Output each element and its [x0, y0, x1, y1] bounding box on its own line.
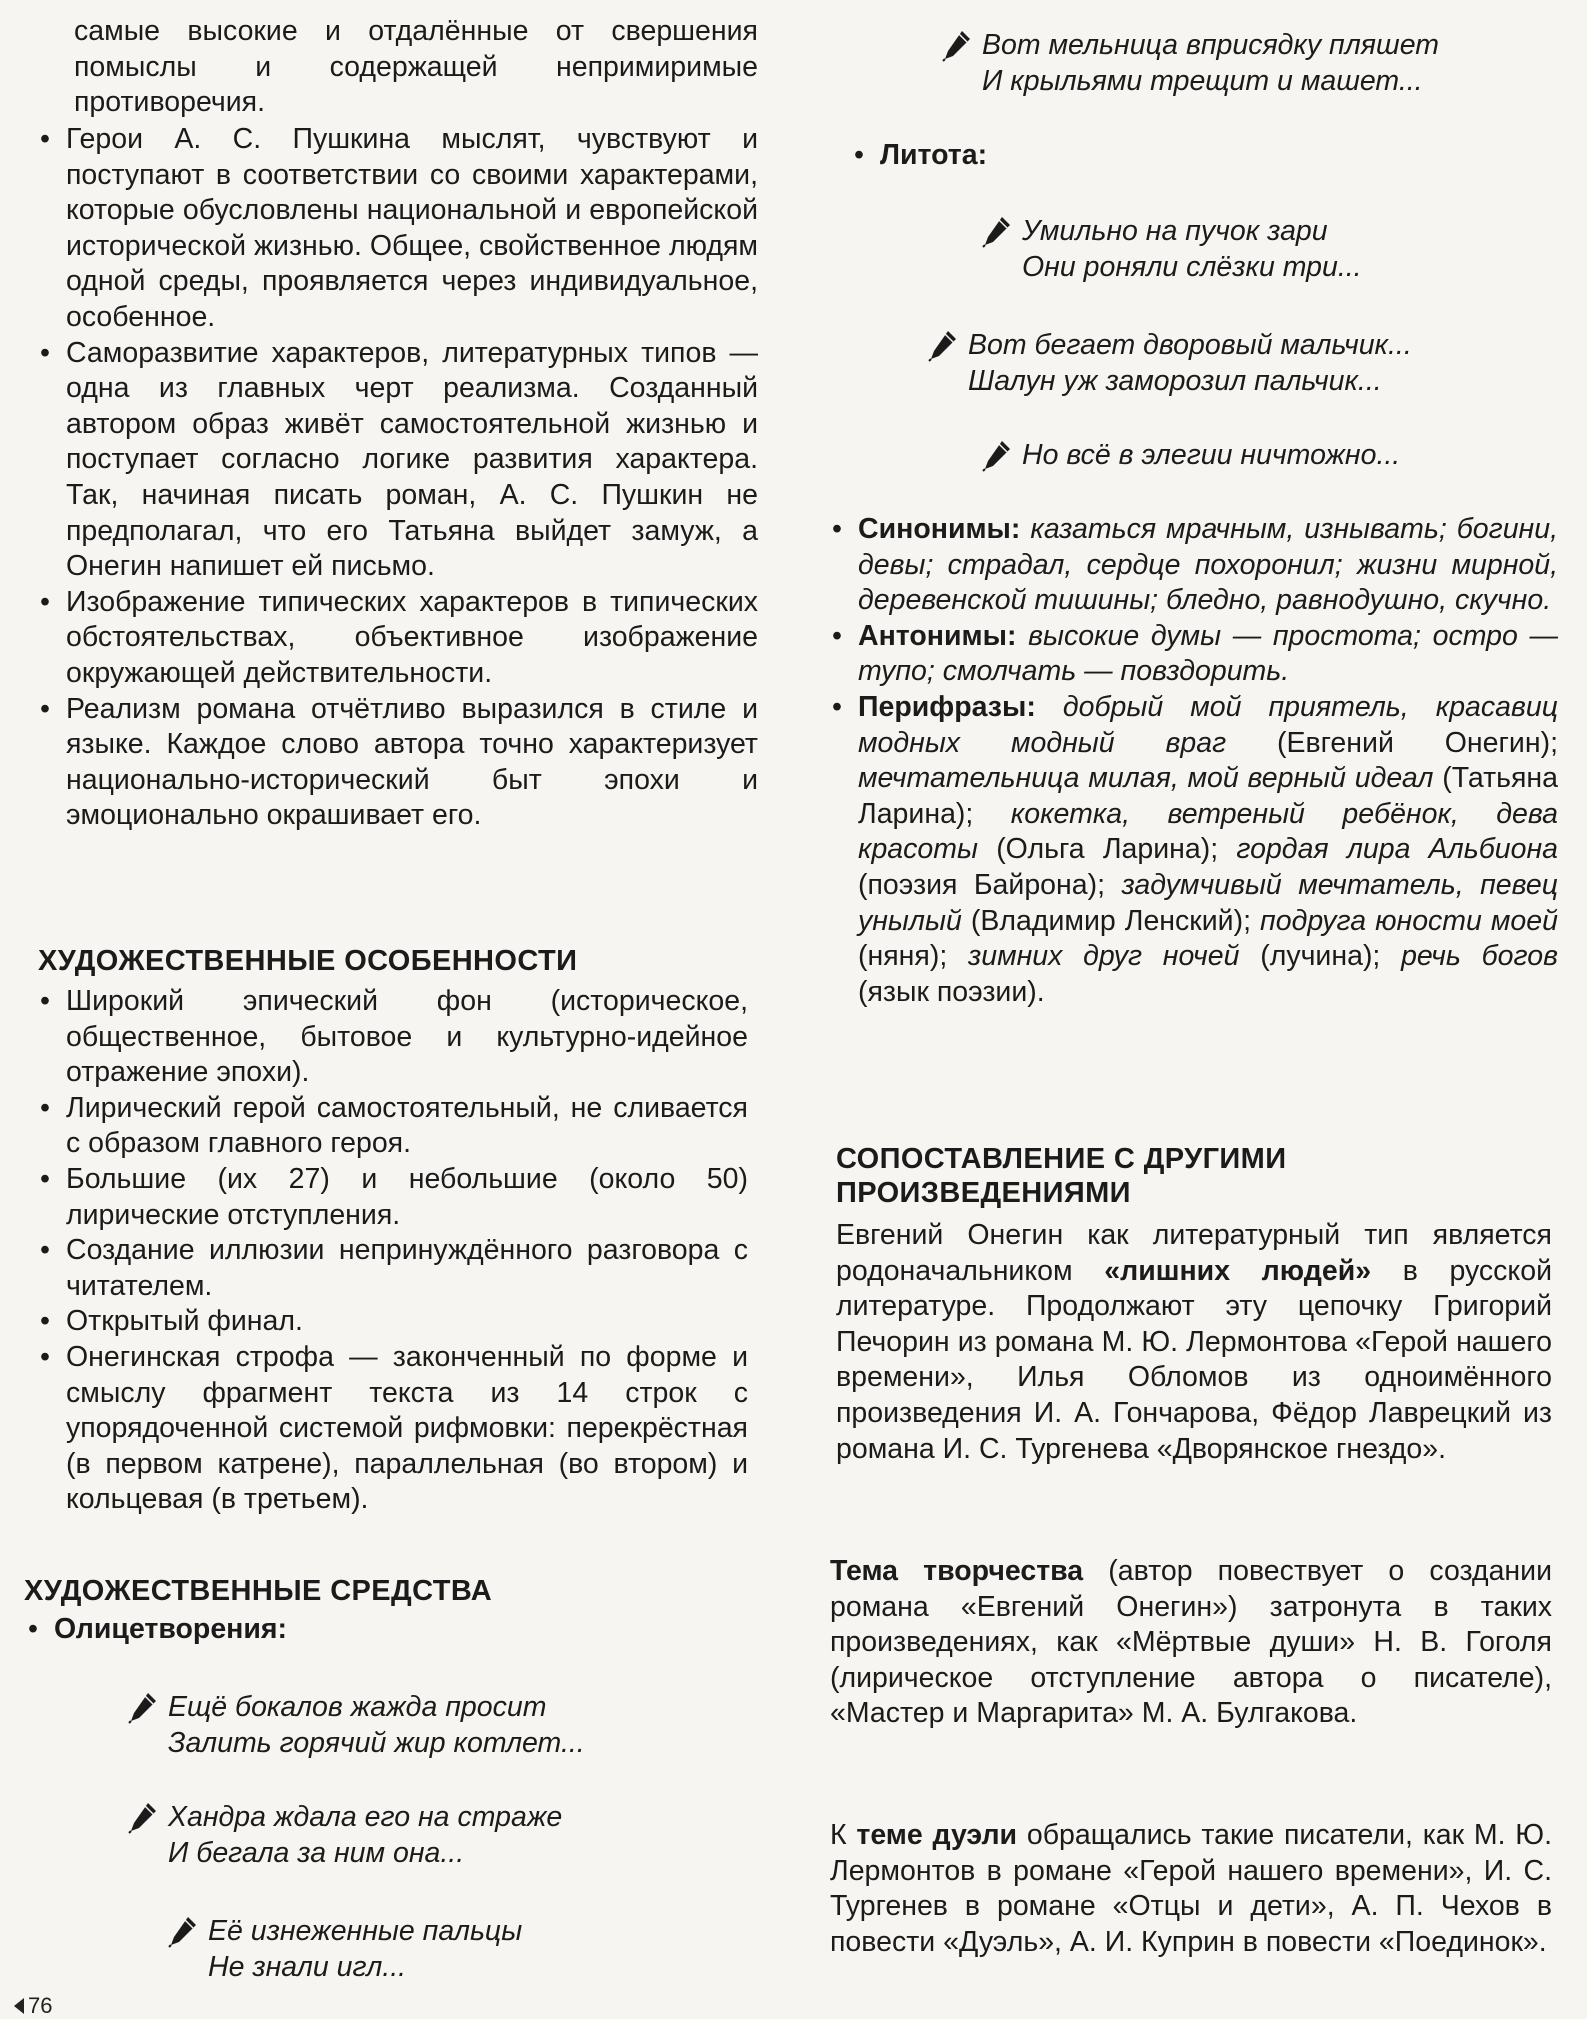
quote-block: Ещё бокалов жажда просит Залить горячий жир котлет...: [168, 1690, 708, 1761]
quote-block: Вот мельница вприсядку пляшет И крыльями трещит и машет...: [982, 28, 1552, 99]
antonyms-item: • Антонимы: высокие думы — простота; остро — тупо; смолчать — повздорить.: [832, 619, 1558, 688]
page-number: 76: [28, 1993, 53, 2018]
heading-artistic-means: ХУДОЖЕСТВЕННЫЕ СРЕДСТВА: [24, 1575, 493, 1607]
quote-block: Вот бегает дворовый мальчик... Шалун уж заморозил пальчик...: [968, 328, 1548, 399]
pen-icon: [982, 216, 1012, 248]
quote-block: Умильно на пучок зари Они роняли слёзки три...: [1022, 214, 1542, 285]
bullet-item: • Открытый финал.: [40, 1305, 303, 1338]
pen-icon: [982, 440, 1012, 472]
quote-block: Но всё в элегии ничтожно...: [1022, 438, 1542, 474]
intro-text: самые высокие и отдалённые от свершения помыслы и содержащей непримиримые противоречия.: [74, 15, 758, 119]
bullet-item: • Большие (их 27) и небольшие (около 50) лирические отступления.: [40, 1162, 748, 1231]
quote-block: Её изнеженные пальцы Не знали игл...: [208, 1914, 708, 1985]
pen-icon: [942, 30, 972, 62]
bullet-item: • Создание иллюзии непринуждённого разговора с читателем.: [40, 1234, 748, 1302]
pen-icon: [168, 1916, 198, 1948]
personification-label: • Олицетворения:: [28, 1613, 288, 1645]
pen-icon: [128, 1802, 158, 1834]
page-marker-icon: [14, 1998, 24, 2014]
bullet-item: • Изображение типических характеров в типических обстоятельствах, объективное изображение окружающей действительности.: [40, 585, 758, 689]
bullet-item: • Онегинская строфа — законченный по форме и смыслу фрагмент текста из 14 строк с упорядоченной системой рифмовки: перекрёстная (в первом катрене), параллельная (во втором) и кольцевая (в третьем).: [40, 1340, 748, 1516]
bullet-item: • Герои А. С. Пушкина мыслят, чувствуют и поступают в соответствии со своими характерами, которые обусловлены национальной и европейской исторической жизнью. Общее, свойственное людям одной среды, проявляется через индивидуальное, особенное.: [40, 123, 758, 333]
features-bullets: [38, 984, 748, 1518]
litota-label: • Литота:: [854, 139, 988, 171]
bullet-item: • Реализм романа отчётливо выразился в стиле и языке. Каждое слово автора точно характеризует национально-исторический быт эпохи и эмоционально окрашивает его.: [40, 692, 758, 832]
theme-duel-paragraph: К теме дуэли обращались такие писатели, как М. Ю. Лермонтов в романе «Герой нашего времени», И. С. Тургенев в романе «Отцы и дети», А. П. Чехов в повести «Дуэль», А. И. Куприн в повести «Поединок».: [830, 1819, 1552, 1958]
comparison-paragraph: Евгений Онегин как литературный тип является родоначальником «лишних людей» в русской литературе. Продолжают эту цепочку Григорий Печорин из романа М. Ю. Лермонтова «Герой нашего времени», Илья Обломов из одноимённого произведения И. А. Гончарова, Фёдор Лаврецкий из романа И. С. Тургенева «Дворянское гнездо».: [836, 1219, 1552, 1465]
bullet-item: • Лирический герой самостоятельный, не сливается с образом главного героя.: [40, 1091, 748, 1160]
realism-bullets: [38, 122, 758, 834]
quote-block: Хандра ждала его на страже И бегала за ним она...: [168, 1800, 708, 1871]
lexical-means: [830, 512, 1558, 1010]
heading-artistic-features: ХУДОЖЕСТВЕННЫЕ ОСОБЕННОСТИ: [38, 945, 578, 977]
synonyms-item: • Синонимы: казаться мрачным, изнывать; богини, девы; страдал, сердце похоронил; жизни мирной, деревенской тишины; бледно, равнодушно, скучно.: [832, 513, 1558, 617]
theme-creativity-paragraph: Тема творчества (автор повествует о создании романа «Евгений Онегин») затронута в таких произведениях, как «Мёртвые души» Н. В. Гоголя (лирическое отступление автора о писателе), «Мастер и Маргарита» М. А. Булгакова.: [830, 1555, 1552, 1730]
bullet-item: • Саморазвитие характеров, литературных типов — одна из главных черт реализма. Созданный автором образ живёт самостоятельной жизнью и поступает согласно логике развития характера. Так, начиная писать роман, А. С. Пушкин не предполагал, что его Татьяна выйдет замуж, а Онегин напишет ей письмо.: [40, 336, 758, 583]
heading-comparison: СОПОСТАВЛЕНИЕ С ДРУГИМИ ПРОИЗВЕДЕНИЯМИ: [836, 1143, 1287, 1209]
bullet-item: • Широкий эпический фон (историческое, общественное, бытовое и культурно-идейное отражение эпохи).: [40, 985, 748, 1089]
pen-icon: [928, 330, 958, 362]
pen-icon: [128, 1692, 158, 1724]
periphrasis-item: • Перифразы: добрый мой приятель, красавиц модных модный враг (Евгений Онегин); мечтательница милая, мой верный идеал (Татьяна Ларина); кокетка, ветреный ребёнок, дева красоты (Ольга Ларина); гордая лира Альбиона (поэзия Байрона); задумчивый мечтатель, певец унылый (Владимир Ленский); подруга юности моей (няня); зимних друг ночей (лучина); речь богов (язык поэзии).: [832, 690, 1559, 1008]
